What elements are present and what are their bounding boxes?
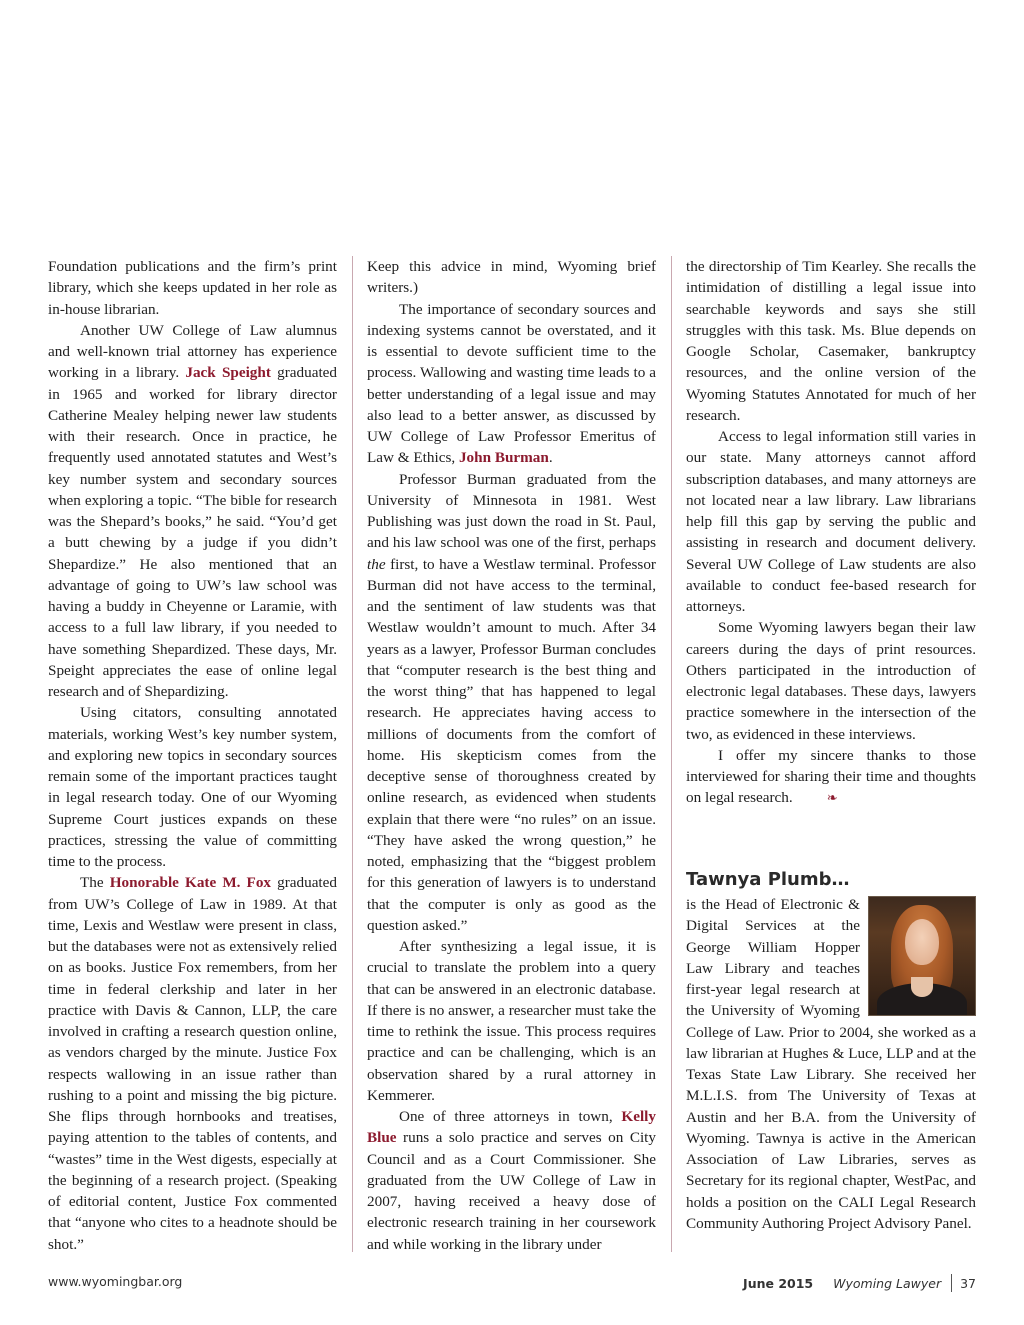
author-bio xyxy=(686,866,976,1234)
bio-heading xyxy=(686,866,976,894)
paragraph xyxy=(48,872,337,1255)
paragraph-text: . xyxy=(548,449,553,467)
author-name: Tawnya Plumb xyxy=(686,869,832,890)
paragraph-text: The importance of secondary sources and indexing systems cannot be overstated, and it is essential to devote sufficient time to the process. Wallowing and wasting time leads to a better understanding of a legal issue and may also lead to a better answer, as discussed by UW College of Law Professor Emeritus of Law & Ethics, xyxy=(367,300,656,467)
paragraph: Access to legal information still varies in our state. Many attorneys cannot afford subscription databases, and many attorneys are not located near a law library. Law librarians help fill this gap by serving the public and assisting in research and document delivery. Several UW College of Law students are also available to conduct fee-based research for attorneys. xyxy=(686,428,976,615)
paragraph xyxy=(48,320,337,703)
end-mark-icon: ❧ xyxy=(826,790,838,806)
emphasis: the xyxy=(367,555,386,573)
paragraph-text: I offer my sincere thanks to those interviewed for sharing their time and thoughts on legal research. xyxy=(686,746,976,807)
person-name-kelly-blue: Kelly Blue xyxy=(367,1108,656,1147)
paragraph: After synthesizing a legal issue, it is crucial to translate the problem into a query that can be answered in an electronic database. If there is no answer, a researcher must take the time to rethink the issue. This process requires practice and can be challenging, which is an observation shared by a rural attorney in Kemmerer. xyxy=(367,938,656,1104)
article-column-1 xyxy=(48,256,337,1256)
magazine-title: Wyoming Lawyer xyxy=(833,1275,942,1291)
paragraph-text: Professor Burman graduated from the University of Minnesota in 1981. West Publishing was just down the road in St. Paul, and his law school was one of the first, perhaps xyxy=(367,470,656,552)
person-name-jack-speight: Jack Speight xyxy=(185,364,271,382)
footer-separator xyxy=(951,1274,952,1292)
column-divider xyxy=(671,256,672,1252)
paragraph-text: graduated in 1965 and worked for library director Catherine Mealey helping newer law students with their research. Once in practice, he frequently used annotated statutes and West’s key number system and secondary sources when exploring a topic. “The bible for research was the Shepard’s books,” he said. “You’d get a butt chewing by a judge if you didn’t Shepardize.” He also mentioned that an advantage of going to UW’s law school was having a buddy in Cheyenne or Laramie, with access to a full law library, if you needed to have something Shepardized. These days, Mr. Speight appreciates the ease of online legal research and of Shepardizing. xyxy=(48,364,337,700)
person-name-kate-fox: Honorable Kate M. Fox xyxy=(109,874,272,892)
paragraph-text: Another UW College of Law alumnus and well-known trial attorney has experience working in a library. xyxy=(48,321,337,382)
issue-date: June 2015 xyxy=(743,1275,814,1291)
paragraph: Some Wyoming lawyers began their law careers during the days of print resources. Others participated in the introduction of electronic legal databases. These days, lawyers practice somewhere in the intersection of the two, as evidenced in these interviews. xyxy=(686,619,976,743)
paragraph-text: runs a solo practice and serves on City Council and as a Court Commissioner. She graduated from the UW College of Law in 2007, having received a heavy dose of electronic research training in her coursework and while working in the library under xyxy=(367,1129,656,1253)
paragraph xyxy=(686,745,976,809)
paragraph: the directorship of Tim Kearley. She recalls the intimidation of distilling a legal issue into searchable keywords and says she still struggles with this task. Ms. Blue depends on Google Scholar, Casemaker, bankruptcy resources, and the online version of the Wyoming Statutes Annotated for much of her research. xyxy=(686,258,976,424)
paragraph: Keep this advice in mind, Wyoming brief writers.) xyxy=(367,258,656,297)
page-number: 37 xyxy=(960,1275,976,1291)
paragraph xyxy=(367,299,656,469)
author-photo xyxy=(868,896,976,1016)
paragraph-text: The xyxy=(80,874,110,892)
paragraph-text: One of three attorneys in town, xyxy=(399,1108,622,1125)
paragraph-text: graduated from UW’s College of Law in 1989. At that time, Lexis and Westlaw were present in class, but the databases were not as extensively relied on as books. Justice Fox remembers, from her time in federal clerkship and later in her practice with Davis & Cannon, LLP, the care involved in crafting a research question online, as vendors charged by the minute. Justice Fox respects wallowing in an issue rather than rushing to a point and missing the big picture. She flips through hornbooks and treatises, paying attention to the tables of contents, and “wastes” time in the West digests, especially at the beginning of a research project. (Speaking of editorial content, Justice Fox commented that “anyone who cites to a headnote should be shot.” xyxy=(48,874,337,1253)
paragraph: Foundation publications and the firm’s print library, which she keeps updated in her role as in-house librarian. xyxy=(48,258,337,318)
paragraph: Using citators, consulting annotated materials, working West’s key number system, and exploring new topics in secondary sources remain some of the important practices taught in legal research today. One of our Wyoming Supreme Court justices expands on these practices, stressing the value of committing time to the process. xyxy=(48,704,337,870)
paragraph-text: first, to have a Westlaw terminal. Professor Burman did not have access to the terminal, and the sentiment of law students was that Westlaw wouldn’t amount to much. After 34 years as a lawyer, Professor Burman concludes that “computer research is the best thing and the worst thing” that has happened to legal research. He appreciates having access to millions of documents from the comfort of home. His skepticism comes from the deceptive sense of thoroughness created by online research, as evidenced when students explain that there were “no rules” on an issue. “They have asked the wrong question,” he noted, emphasizing that the “biggest problem for this generation of lawyers is to understand that the computer is only as good as the question asked.” xyxy=(367,555,656,934)
footer-right xyxy=(743,1274,976,1292)
paragraph xyxy=(367,469,656,937)
paragraph xyxy=(367,1106,656,1255)
author-name-ellipsis: … xyxy=(831,869,850,890)
column-divider xyxy=(352,256,353,1252)
person-name-john-burman: John Burman xyxy=(458,449,549,467)
footer-url: www.wyomingbar.org xyxy=(48,1274,183,1289)
bio-text: is the Head of Electronic & Digital Services at the George William Hopper Law Library and teaches first-year legal research at the University of Wyoming College of Law. Prior to 2004, she worked as a law librarian at Hughes & Luce, LLP and at the Texas State Law Library. She received her M.L.I.S. from The University of Texas at Austin and her B.A. from the University of Wyoming. Tawnya is active in the American Association of Law Libraries, serves as Secretary for its regional chapter, WestPac, and holds a position on the CALI Legal Research Community Authoring Project Advisory Panel. xyxy=(686,896,976,1232)
article-column-2 xyxy=(367,256,656,1256)
